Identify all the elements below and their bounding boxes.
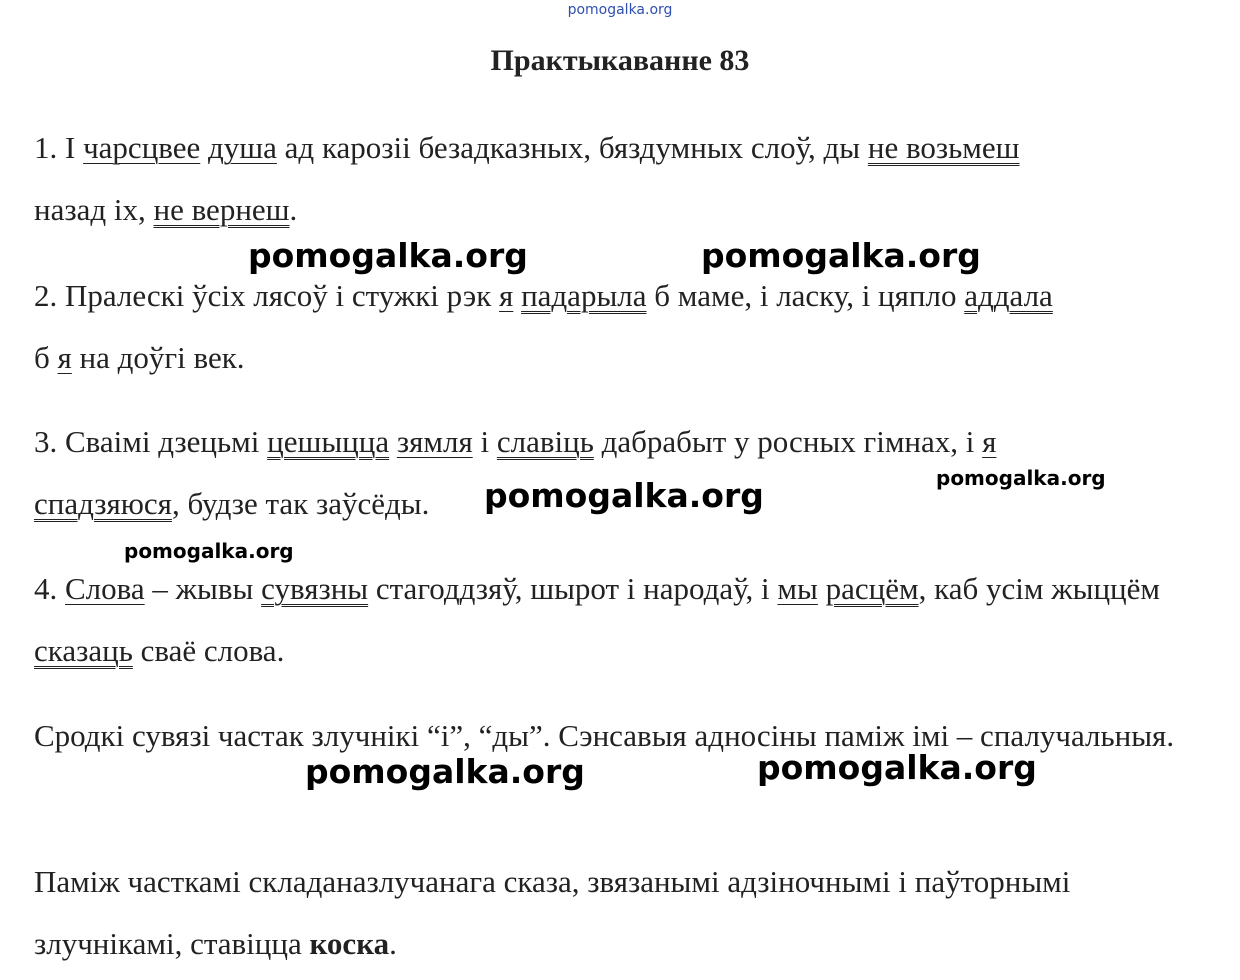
text-segment: сваё слова. [140, 633, 285, 668]
text-segment: на доўгі век. [79, 340, 245, 375]
subject-2: мы [777, 571, 818, 606]
predicate-2: расцём [825, 571, 919, 606]
sentence-4-number: 4. [34, 571, 58, 606]
text-segment: ад карозіі безадказных, бяздумных слоў, ды [284, 130, 861, 165]
predicate-2: не возьмеш [867, 130, 1020, 165]
rule-end: . [389, 926, 397, 961]
watermark-top: pomogalka.org [567, 2, 673, 18]
rule-bold-term: коска [309, 926, 390, 961]
text-segment: , каб усім жыццём [918, 571, 1161, 606]
sentence-4 [34, 558, 1204, 682]
watermark: pomogalka.org [124, 539, 294, 563]
text-segment: б [34, 340, 50, 375]
text-segment: б маме, і ласку, і цяпло [654, 278, 957, 313]
watermark: pomogalka.org [305, 752, 585, 791]
sentence-1-number: 1. І [34, 130, 76, 165]
sentence-1 [34, 117, 1204, 241]
subject-1: Слова [65, 571, 145, 606]
watermark: pomogalka.org [757, 748, 1037, 787]
predicate-3: сказаць [34, 633, 133, 668]
text-segment: дабрабыт у росных гімнах, і [601, 424, 975, 459]
watermark: pomogalka.org [484, 476, 764, 515]
text-segment: назад іх, [34, 192, 146, 227]
watermark: pomogalka.org [936, 466, 1106, 490]
subject-1: я [499, 278, 514, 313]
sentence-3-number: 3. Сваімі дзецьмі [34, 424, 260, 459]
analysis-paragraph: Сродкі сувязі частак злучнікі “і”, “ды”. Сэнсавыя адносіны паміж імі – спалучальныя. [34, 718, 1175, 753]
page-title: Практыкаванне 83 [490, 44, 750, 77]
subject-1: зямля [396, 424, 473, 459]
predicate-1: сувязны [261, 571, 369, 606]
watermark: pomogalka.org [701, 236, 981, 275]
subject-2: я [982, 424, 997, 459]
subject-2: я [57, 340, 72, 375]
text-segment: . [289, 192, 298, 227]
rule-paragraph [34, 851, 1204, 975]
predicate-1: падарыла [521, 278, 647, 313]
text-segment: , будзе так заўсёды. [171, 486, 430, 521]
predicate-3: не вернеш [153, 192, 290, 227]
rule-text: Паміж часткамі складаназлучанага сказа, звязанымі адзіночнымі і паўторнымі злучнікамі, ставіцца [34, 864, 1071, 961]
text-segment: стагоддзяў, шырот і народаў, і [375, 571, 770, 606]
text-segment: і [480, 424, 490, 459]
text-segment: – жывы [152, 571, 254, 606]
predicate-3: спадзяюся [34, 486, 172, 521]
sentence-2-number: 2. Пралескі ўсіх лясоў і стужкі рэк [34, 278, 492, 313]
predicate-1: цешыцца [267, 424, 390, 459]
watermark: pomogalka.org [248, 236, 528, 275]
subject-1: душа [208, 130, 277, 165]
predicate-2: славіць [496, 424, 594, 459]
sentence-2 [34, 265, 1204, 389]
predicate-1: чарсцвее [83, 130, 201, 165]
predicate-2: аддала [964, 278, 1053, 313]
